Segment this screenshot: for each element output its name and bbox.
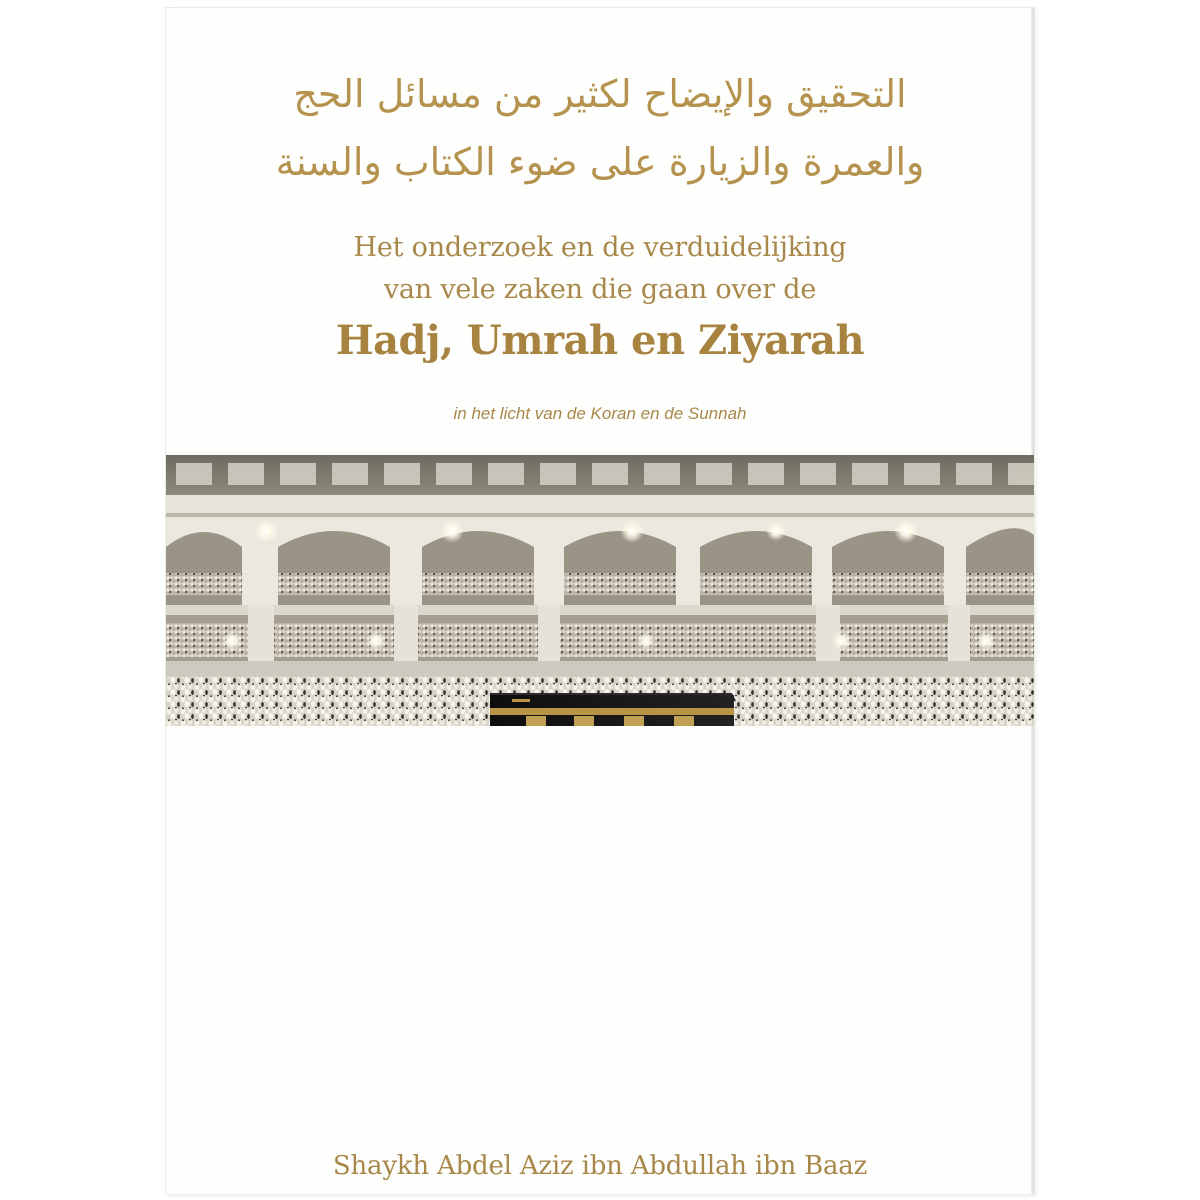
- subtitle-line-2: van vele zaken die gaan over de: [383, 274, 817, 305]
- arabic-title-line-2: والعمرة والزيارة على ضوء الكتاب والسنة: [275, 140, 925, 184]
- subtitle-line-1: Het onderzoek en de verduidelijking: [353, 232, 847, 263]
- main-title: Hadj, Umrah en Ziyarah: [335, 317, 865, 364]
- author-name: Shaykh Abdel Aziz ibn Abdullah ibn Baaz: [332, 1151, 868, 1181]
- book-cover: [166, 8, 1034, 1194]
- tagline: in het licht van de Koran en de Sunnah: [453, 404, 747, 423]
- arabic-title-line-1: التحقيق والإيضاح لكثير من مسائل الحج: [293, 72, 907, 116]
- kaaba-photo: [166, 455, 1034, 726]
- title-block: [166, 8, 1034, 448]
